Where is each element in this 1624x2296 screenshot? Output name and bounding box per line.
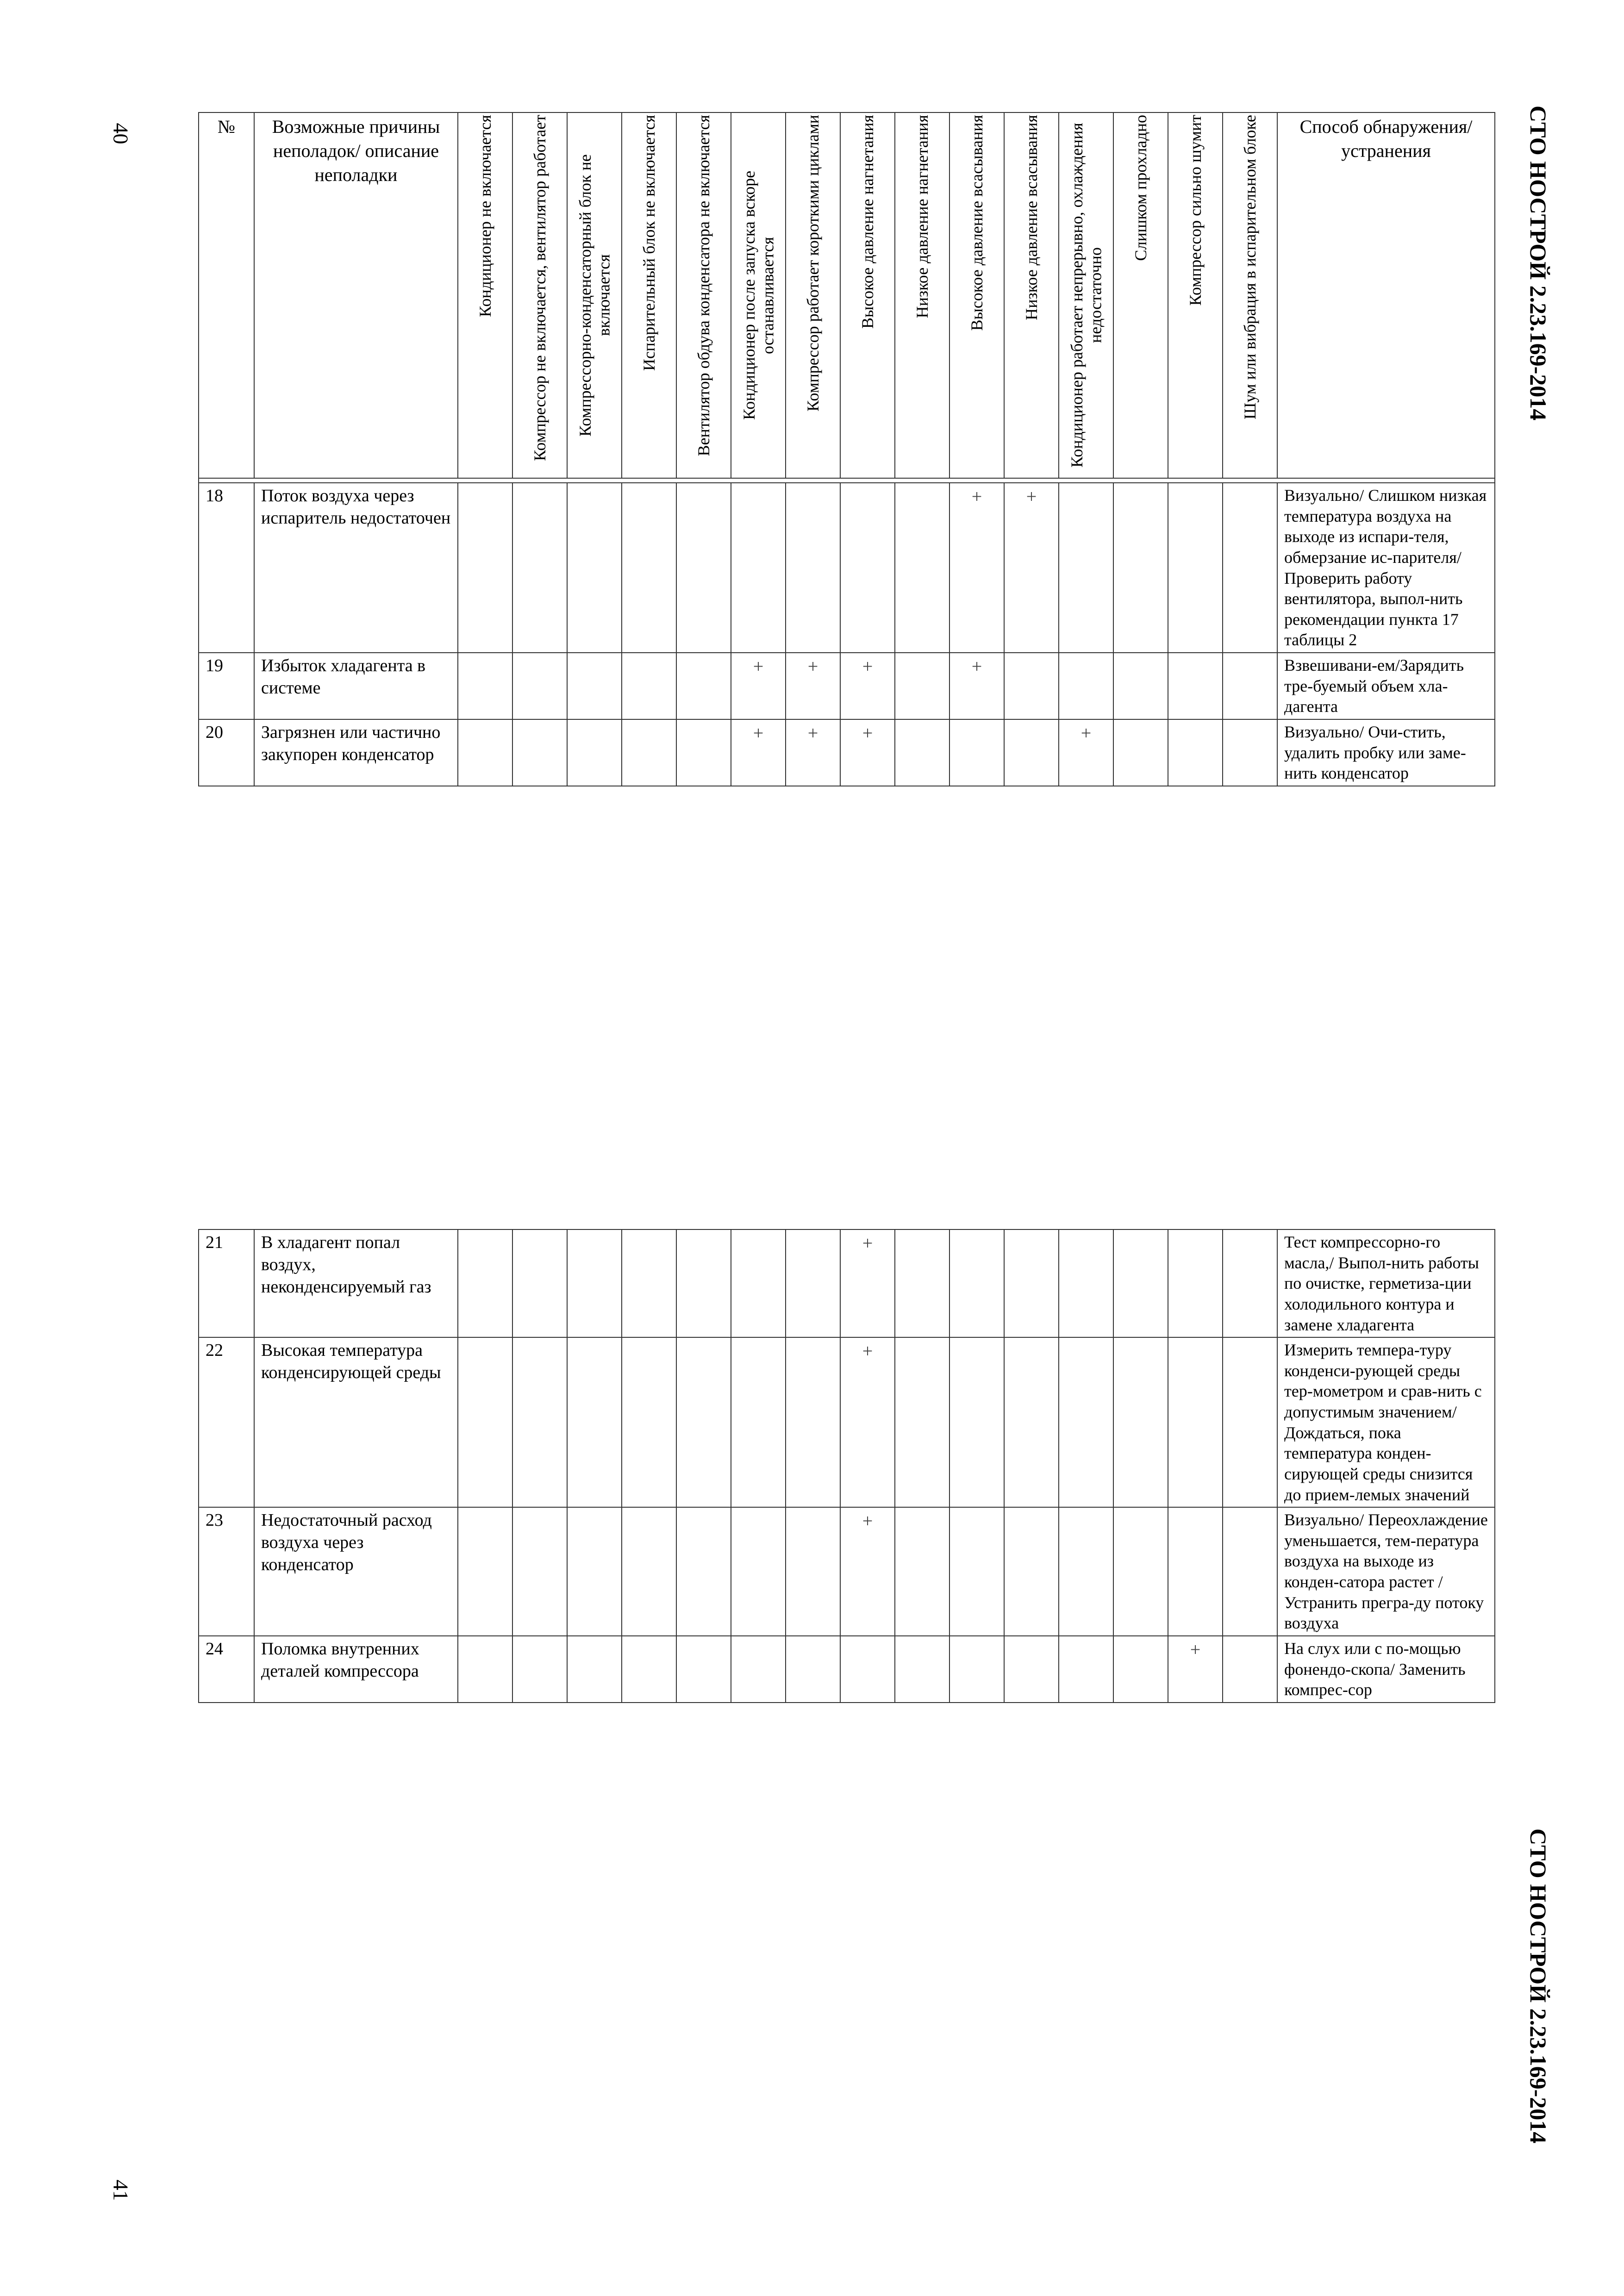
symptom-mark-cell [895, 1507, 949, 1636]
header-symptom: Высокое давление нагнетания [840, 112, 895, 478]
row-cause: Поломка внутренних деталей компрессора [254, 1636, 458, 1703]
symptom-mark-cell [1223, 1229, 1277, 1337]
symptom-mark-cell [512, 1229, 567, 1337]
header-symptom: Компрессор не включается, вентилятор работает [512, 112, 567, 478]
symptom-mark-cell [1059, 483, 1113, 653]
doc-code-top: СТО НОСТРОЙ 2.23.169-2014 [1525, 106, 1551, 421]
row-method: Визуально/ Очи-стить, удалить пробку или заме-нить конденсатор [1277, 719, 1495, 786]
header-symptom: Низкое давление всасывания [1004, 112, 1059, 478]
symptom-mark-cell [1223, 653, 1277, 719]
symptom-mark-cell [458, 719, 512, 786]
symptom-mark-cell: + [840, 1229, 895, 1337]
symptom-mark-cell [1168, 1507, 1223, 1636]
symptom-mark-cell [1168, 1229, 1223, 1337]
symptom-mark-cell [1004, 1229, 1059, 1337]
symptom-mark-cell [458, 1337, 512, 1507]
table-row [199, 1507, 1495, 1636]
symptom-mark-cell [895, 653, 949, 719]
doc-code-bottom: СТО НОСТРОЙ 2.23.169-2014 [1525, 1828, 1551, 2144]
symptom-mark-cell [1113, 1636, 1168, 1703]
symptom-mark-cell [1168, 653, 1223, 719]
symptom-mark-cell [1223, 719, 1277, 786]
symptom-mark-cell: + [1168, 1636, 1223, 1703]
symptom-mark-cell: + [840, 653, 895, 719]
symptom-mark-cell [1168, 719, 1223, 786]
symptom-mark-cell [512, 1636, 567, 1703]
table-row [199, 483, 1495, 653]
symptom-mark-cell [949, 1229, 1004, 1337]
table-row [199, 1636, 1495, 1703]
header-symptom: Низкое давление нагнетания [895, 112, 949, 478]
symptom-mark-cell [786, 1337, 840, 1507]
symptom-mark-cell [458, 1229, 512, 1337]
symptom-mark-cell [512, 1507, 567, 1636]
symptom-mark-cell [1059, 653, 1113, 719]
header-cause: Возможные причины неполадок/ описание неполадки [254, 112, 458, 478]
symptom-mark-cell [512, 719, 567, 786]
row-method: Взвешивани-ем/Зарядить тре-буемый объем хла-дагента [1277, 653, 1495, 719]
row-method: На слух или с по-мощью фонендо-скопа/ Заменить компрес-сор [1277, 1636, 1495, 1703]
symptom-mark-cell [731, 483, 786, 653]
table-row [199, 1229, 1495, 1337]
symptom-mark-cell [1059, 1636, 1113, 1703]
symptom-mark-cell [458, 653, 512, 719]
symptom-mark-cell [622, 483, 676, 653]
symptom-mark-cell [567, 1229, 622, 1337]
row-method: Тест компрессорно-го масла,/ Выпол-нить работы по очистке, герметиза-ции холодильного контура и замене хладагента [1277, 1229, 1495, 1337]
row-cause: Высокая температура конденсирующей среды [254, 1337, 458, 1507]
symptom-mark-cell [949, 1636, 1004, 1703]
symptom-mark-cell [786, 483, 840, 653]
symptom-mark-cell [567, 653, 622, 719]
symptom-mark-cell [1113, 719, 1168, 786]
table-row [199, 719, 1495, 786]
symptom-mark-cell [895, 1636, 949, 1703]
symptom-mark-cell: + [1004, 483, 1059, 653]
symptom-mark-cell [786, 1507, 840, 1636]
symptom-mark-cell [622, 1337, 676, 1507]
symptom-mark-cell: + [786, 653, 840, 719]
symptom-mark-cell [1223, 1337, 1277, 1507]
symptom-mark-cell: + [1059, 719, 1113, 786]
symptom-mark-cell [1113, 1229, 1168, 1337]
header-row [199, 112, 1495, 478]
symptom-mark-cell [1059, 1337, 1113, 1507]
header-symptom: Слишком прохладно [1113, 112, 1168, 478]
symptom-mark-cell [1004, 1337, 1059, 1507]
header-symptom: Компрессорно-конденсаторный блок не включается [567, 112, 622, 478]
symptom-mark-cell [676, 483, 731, 653]
symptom-mark-cell [676, 719, 731, 786]
table-row [199, 653, 1495, 719]
header-symptom: Высокое давление всасывания [949, 112, 1004, 478]
symptom-mark-cell: + [840, 719, 895, 786]
symptom-mark-cell [512, 483, 567, 653]
symptom-mark-cell [949, 1337, 1004, 1507]
row-number: 22 [199, 1337, 254, 1507]
symptom-mark-cell [676, 1507, 731, 1636]
row-method: Визуально/ Слишком низкая температура воздуха на выходе из испари-теля, обмерзание ис-парителя/ Проверить работу вентилятора, выпол-нить рекомендации пункта 17 таблицы 2 [1277, 483, 1495, 653]
row-cause: Недостаточный расход воздуха через конденсатор [254, 1507, 458, 1636]
symptom-mark-cell [458, 1507, 512, 1636]
symptom-mark-cell [567, 1507, 622, 1636]
symptom-mark-cell [1059, 1229, 1113, 1337]
header-symptom: Кондиционер не включается [458, 112, 512, 478]
symptom-mark-cell: + [840, 1507, 895, 1636]
troubleshooting-table-top [198, 112, 1495, 786]
row-number: 21 [199, 1229, 254, 1337]
row-number: 20 [199, 719, 254, 786]
symptom-mark-cell: + [731, 719, 786, 786]
symptom-mark-cell [949, 719, 1004, 786]
symptom-mark-cell: + [949, 483, 1004, 653]
symptom-mark-cell [731, 1507, 786, 1636]
symptom-mark-cell [1004, 719, 1059, 786]
row-number: 23 [199, 1507, 254, 1636]
symptom-mark-cell [676, 1337, 731, 1507]
row-number: 18 [199, 483, 254, 653]
symptom-mark-cell [458, 483, 512, 653]
symptom-mark-cell [731, 1229, 786, 1337]
symptom-mark-cell: + [731, 653, 786, 719]
symptom-mark-cell [1113, 653, 1168, 719]
symptom-mark-cell [1168, 483, 1223, 653]
symptom-mark-cell [1059, 1507, 1113, 1636]
symptom-mark-cell [622, 1229, 676, 1337]
header-num: № [199, 112, 254, 478]
row-cause: Поток воздуха через испаритель недостаточен [254, 483, 458, 653]
symptom-mark-cell [731, 1636, 786, 1703]
symptom-mark-cell [458, 1636, 512, 1703]
symptom-mark-cell [567, 719, 622, 786]
header-symptom: Компрессор сильно шумит [1168, 112, 1223, 478]
symptom-mark-cell [786, 1229, 840, 1337]
symptom-mark-cell [622, 1507, 676, 1636]
symptom-mark-cell [1113, 1507, 1168, 1636]
symptom-mark-cell [622, 653, 676, 719]
symptom-mark-cell [567, 1337, 622, 1507]
symptom-mark-cell [1223, 483, 1277, 653]
symptom-mark-cell [622, 1636, 676, 1703]
symptom-mark-cell [895, 719, 949, 786]
symptom-mark-cell: + [786, 719, 840, 786]
row-method: Измерить темпера-туру конденси-рующей среды тер-мометром и срав-нить с допустимым значением/ Дождаться, пока температура конден-сирующей среды снизится до прием-лемых значений [1277, 1337, 1495, 1507]
header-symptom: Испарительный блок не включается [622, 112, 676, 478]
symptom-mark-cell [567, 1636, 622, 1703]
symptom-mark-cell [1223, 1507, 1277, 1636]
header-symptom: Компрессор работает короткими циклами [786, 112, 840, 478]
symptom-mark-cell [840, 483, 895, 653]
symptom-mark-cell [676, 653, 731, 719]
header-symptom: Шум или вибрация в испарительном блоке [1223, 112, 1277, 478]
symptom-mark-cell [840, 1636, 895, 1703]
page-number-right: 41 [109, 2179, 133, 2201]
page-number-left: 40 [109, 123, 133, 144]
symptom-mark-cell [1004, 1636, 1059, 1703]
symptom-mark-cell [1004, 1507, 1059, 1636]
symptom-mark-cell [676, 1636, 731, 1703]
row-cause: Избыток хладагента в системе [254, 653, 458, 719]
troubleshooting-table-bottom [198, 1229, 1495, 1703]
symptom-mark-cell [895, 1337, 949, 1507]
symptom-mark-cell: + [840, 1337, 895, 1507]
symptom-mark-cell [1113, 1337, 1168, 1507]
symptom-mark-cell [622, 719, 676, 786]
header-symptom: Кондиционер после запуска вскоре останавливается [731, 112, 786, 478]
symptom-mark-cell [895, 1229, 949, 1337]
symptom-mark-cell [512, 1337, 567, 1507]
symptom-mark-cell [1113, 483, 1168, 653]
row-cause: В хладагент попал воздух, неконденсируемый газ [254, 1229, 458, 1337]
row-number: 19 [199, 653, 254, 719]
symptom-mark-cell [1223, 1636, 1277, 1703]
symptom-mark-cell [512, 653, 567, 719]
symptom-mark-cell: + [949, 653, 1004, 719]
symptom-mark-cell [895, 483, 949, 653]
row-method: Визуально/ Переохлаждение уменьшается, тем-пература воздуха на выходе из конден-сатора растет /Устранить прегра-ду потоку воздуха [1277, 1507, 1495, 1636]
row-number: 24 [199, 1636, 254, 1703]
symptom-mark-cell [676, 1229, 731, 1337]
symptom-mark-cell [949, 1507, 1004, 1636]
symptom-mark-cell [567, 483, 622, 653]
header-symptom: Вентилятор обдува конденсатора не включается [676, 112, 731, 478]
table-row [199, 1337, 1495, 1507]
row-cause: Загрязнен или частично закупорен конденсатор [254, 719, 458, 786]
header-method: Способ обнаружения/ устранения [1277, 112, 1495, 478]
symptom-mark-cell [731, 1337, 786, 1507]
header-symptom: Кондиционер работает непрерывно, охлаждения недостаточно [1059, 112, 1113, 478]
symptom-mark-cell [1168, 1337, 1223, 1507]
symptom-mark-cell [786, 1636, 840, 1703]
symptom-mark-cell [1004, 653, 1059, 719]
